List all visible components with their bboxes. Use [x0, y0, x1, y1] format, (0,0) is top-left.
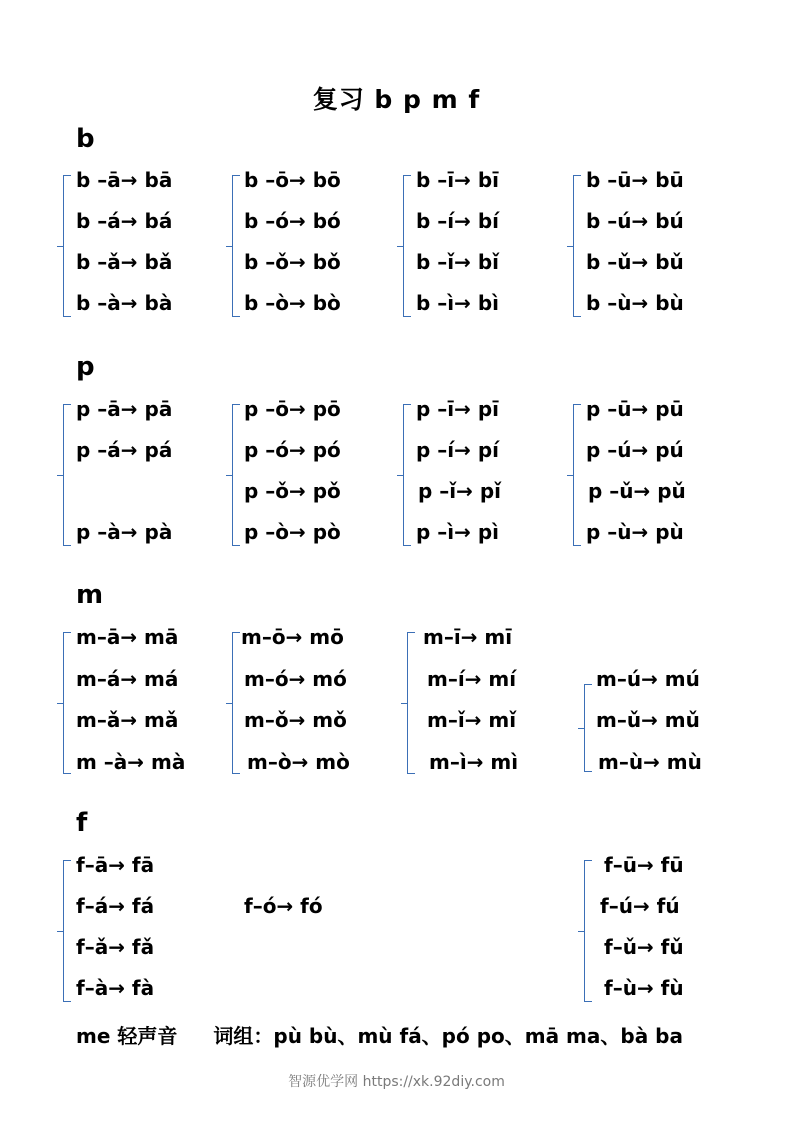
bracket [403, 404, 416, 546]
bracket [573, 404, 586, 546]
syllable: p –á→ pá [76, 438, 173, 462]
syllable: p –ō→ pō [244, 397, 341, 421]
syllable: b –ū→ bū [586, 168, 684, 192]
syllable: m–ǐ→ mǐ [427, 708, 517, 732]
f-group-u [584, 853, 734, 1002]
page-title: 复习 b p m f [312, 85, 481, 114]
bracket [403, 175, 416, 317]
syllable: b –ǒ→ bǒ [244, 250, 341, 274]
syllable: b –ì→ bì [416, 291, 500, 315]
bracket [63, 175, 76, 317]
syllable: f–ù→ fù [604, 976, 684, 1000]
syllable: m–ǔ→ mǔ [596, 708, 700, 732]
syllable: b –à→ bà [76, 291, 173, 315]
bracket [63, 632, 76, 774]
b-group-u [573, 168, 723, 317]
syllable: b –ú→ bú [586, 209, 684, 233]
syllable: b –ī→ bī [416, 168, 500, 192]
syllable: m–ī→ mī [423, 625, 513, 649]
bracket [63, 404, 76, 546]
p-group-a [63, 397, 213, 546]
syllable: p –ó→ pó [244, 438, 341, 462]
syllable: b –á→ bá [76, 209, 173, 233]
neutral-tone-label: me 轻声音 [76, 1024, 178, 1048]
syllable: p –ú→ pú [586, 438, 684, 462]
syllable: m–ú→ mú [596, 667, 700, 691]
word-groups: pù bù、mù fá、pó po、mā ma、bà ba [273, 1024, 683, 1048]
syllable: b –í→ bí [416, 209, 500, 233]
syllable: m–ó→ mó [244, 667, 347, 691]
section-letter-p: p [76, 352, 95, 382]
syllable: f–ú→ fú [600, 894, 680, 918]
syllable: m –à→ mà [76, 750, 186, 774]
p-group-i [403, 397, 553, 546]
syllable: p –í→ pí [416, 438, 500, 462]
syllable: m–ì→ mì [429, 750, 519, 774]
syllable: b –ǐ→ bǐ [416, 250, 500, 274]
section-letter-m: m [76, 580, 104, 610]
syllable: p –ò→ pò [244, 520, 341, 544]
bracket [63, 860, 76, 1002]
bracket [584, 860, 597, 1002]
f-group-a [63, 853, 213, 1002]
syllable: m–ō→ mō [241, 625, 344, 649]
syllable: p –ū→ pū [586, 397, 684, 421]
syllable: f–ā→ fā [76, 853, 155, 877]
syllable: f–à→ fà [76, 976, 155, 1000]
b-group-a [63, 168, 213, 317]
syllable-fo: f–ó→ fó [244, 894, 323, 918]
syllable: f–á→ fá [76, 894, 155, 918]
syllable: p –ǔ→ pǔ [588, 479, 686, 503]
watermark: 智源优学网 https://xk.92diy.com [288, 1074, 505, 1090]
p-group-u [573, 397, 723, 546]
p-group-o [232, 397, 382, 546]
m-group-u [584, 667, 734, 774]
m-group-a [63, 625, 213, 774]
b-group-o [232, 168, 382, 317]
syllable: m–ǒ→ mǒ [244, 708, 347, 732]
section-letter-b: b [76, 124, 95, 154]
syllable: f–ǔ→ fǔ [604, 935, 684, 959]
syllable: p –ì→ pì [416, 520, 500, 544]
syllable: b –ù→ bù [586, 291, 684, 315]
footer-line [76, 1020, 683, 1049]
word-groups-label: 词组： [213, 1024, 274, 1048]
syllable: b –ǔ→ bǔ [586, 250, 684, 274]
bracket [407, 632, 420, 774]
bracket [232, 632, 245, 774]
syllable: p –ā→ pā [76, 397, 173, 421]
m-group-o [232, 625, 382, 774]
syllable: m–á→ má [76, 667, 179, 691]
syllable: m–ù→ mù [598, 750, 702, 774]
syllable: m–ò→ mò [247, 750, 350, 774]
syllable: m–ā→ mā [76, 625, 179, 649]
syllable: b –ó→ bó [244, 209, 341, 233]
syllable: b –ā→ bā [76, 168, 173, 192]
syllable: p –ǐ→ pǐ [418, 479, 502, 503]
syllable: p –ù→ pù [586, 520, 684, 544]
syllable: f–ū→ fū [604, 853, 684, 877]
syllable: p –ī→ pī [416, 397, 500, 421]
syllable: m–í→ mí [427, 667, 517, 691]
syllable: m–ǎ→ mǎ [76, 708, 179, 732]
syllable: p –ǒ→ pǒ [244, 479, 341, 503]
section-letter-f: f [76, 808, 88, 838]
bracket [573, 175, 586, 317]
syllable: b –ò→ bò [244, 291, 341, 315]
syllable: b –ǎ→ bǎ [76, 250, 173, 274]
syllable: b –ō→ bō [244, 168, 341, 192]
m-group-i [407, 625, 557, 774]
b-group-i [403, 168, 553, 317]
syllable: p –à→ pà [76, 520, 173, 544]
syllable: f–ǎ→ fǎ [76, 935, 155, 959]
